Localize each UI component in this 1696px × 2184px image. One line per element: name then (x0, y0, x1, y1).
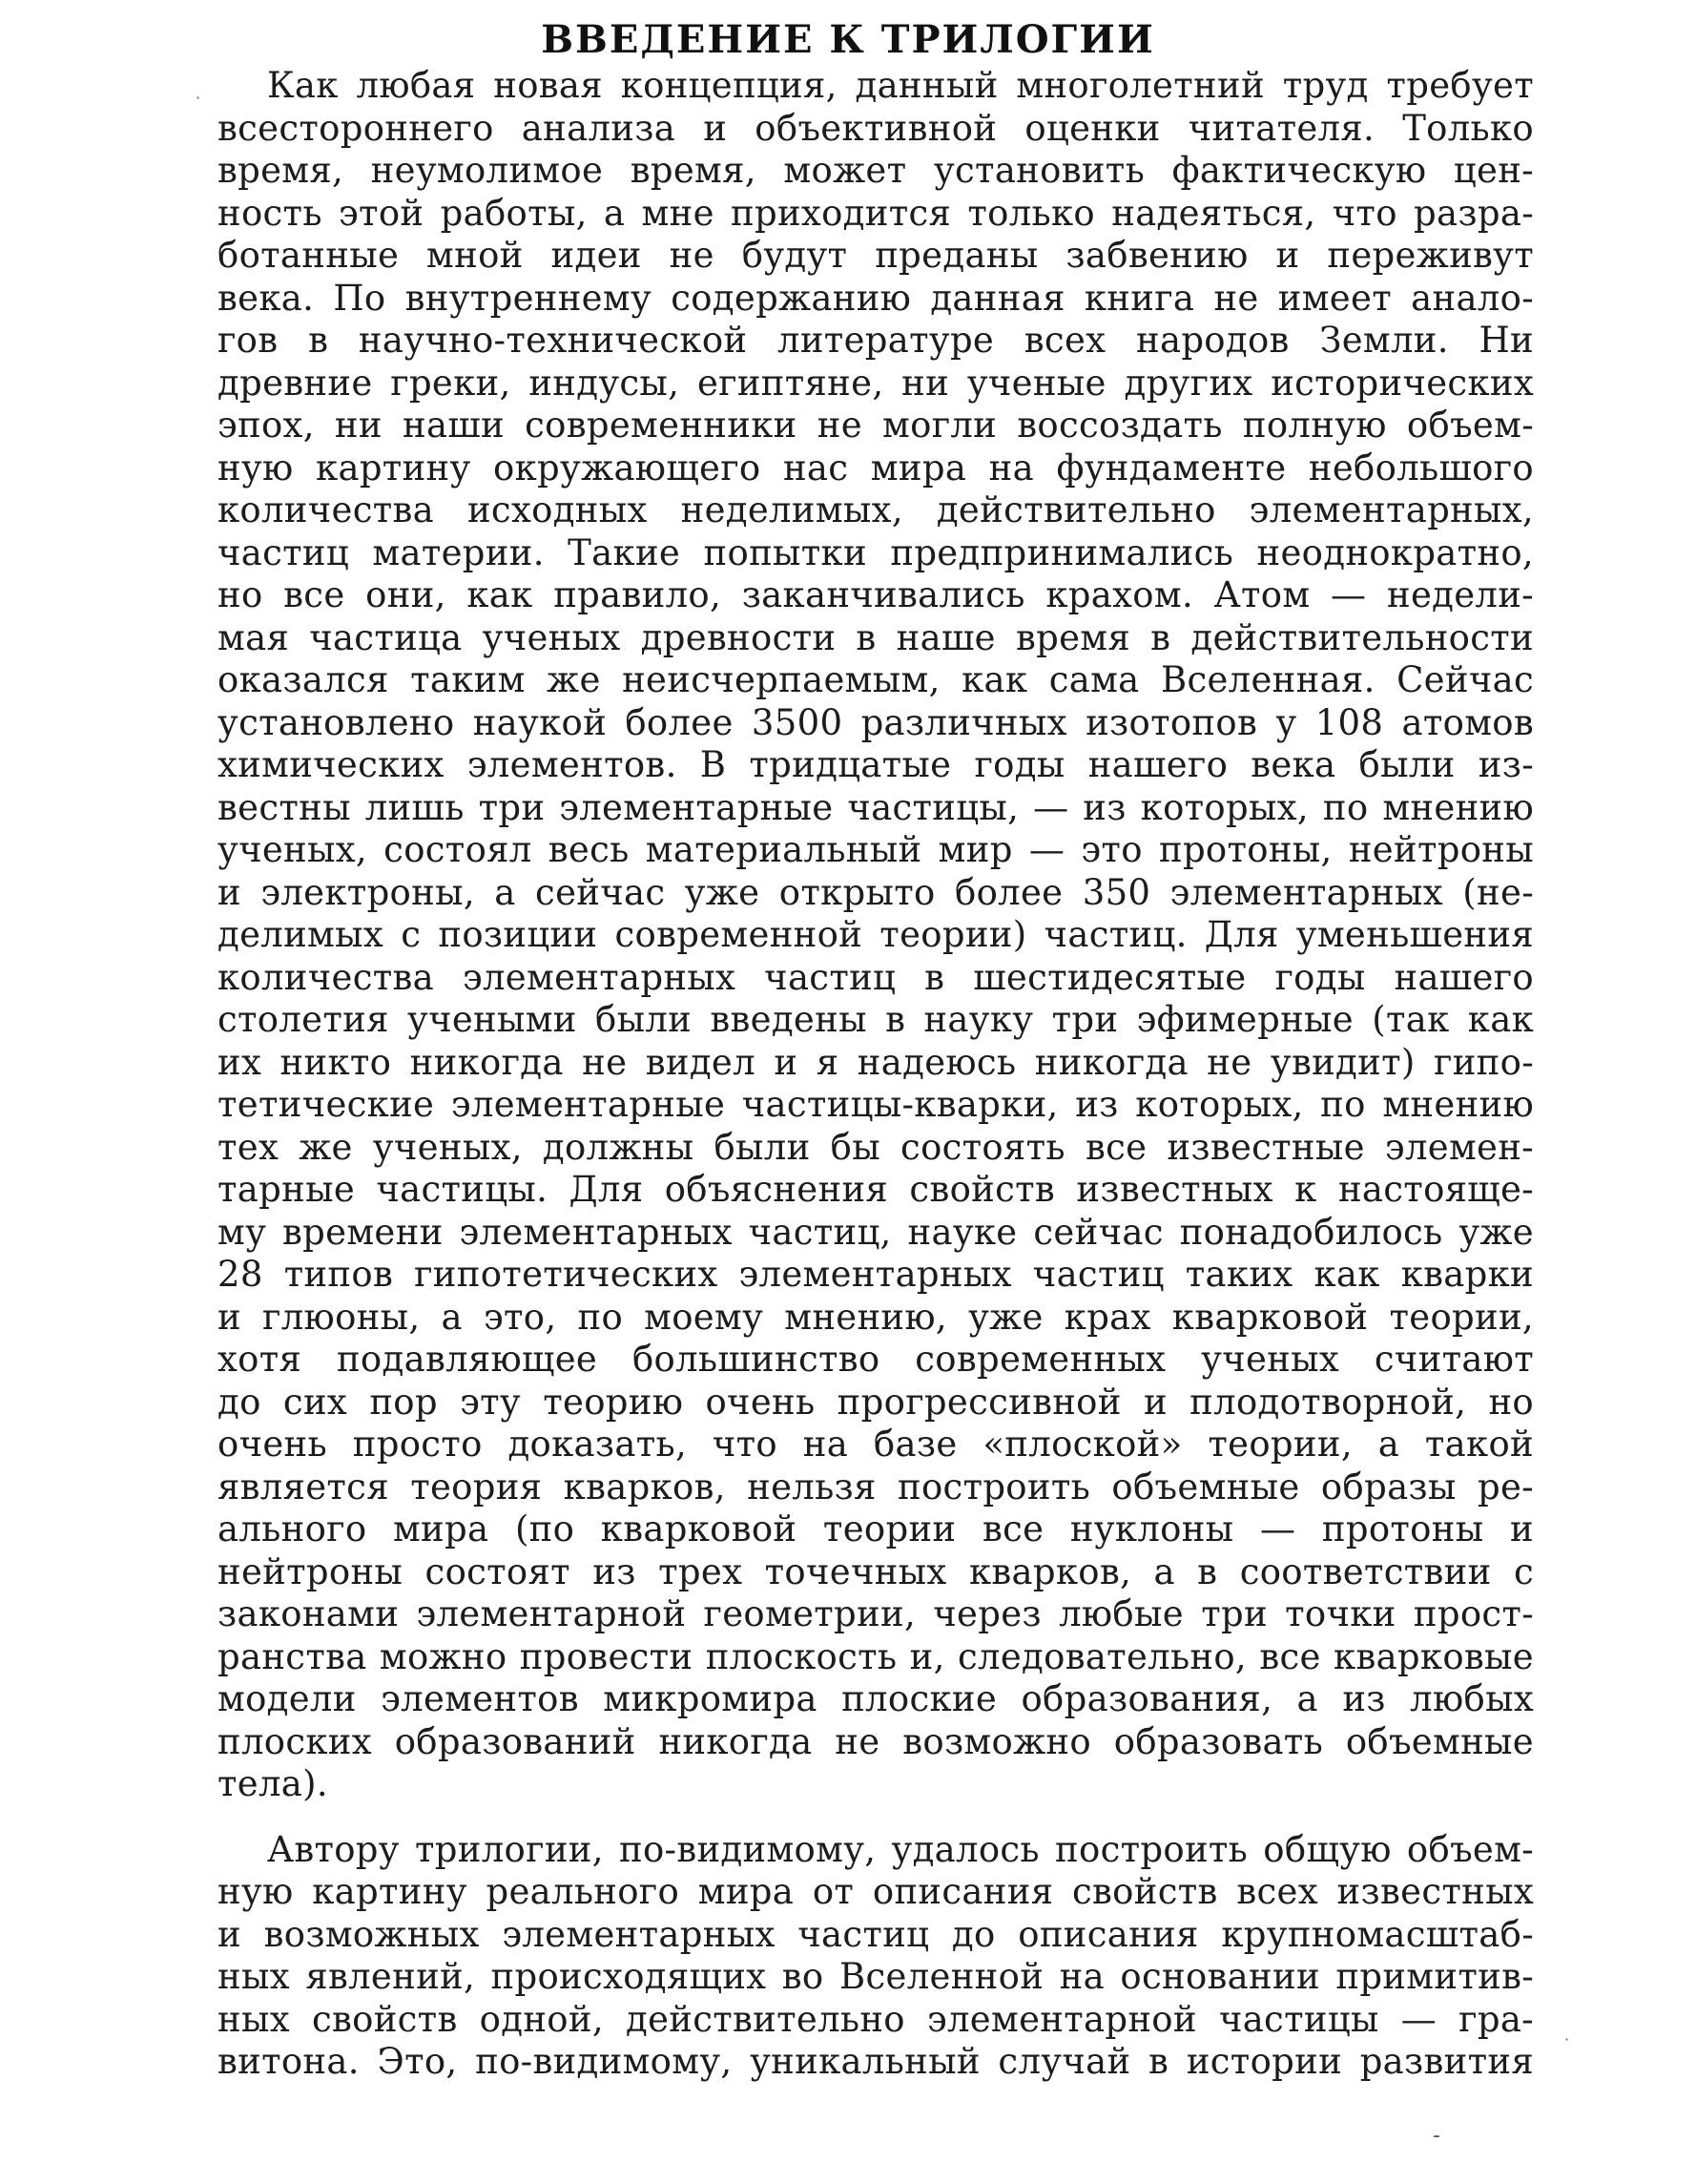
text-line: ную картину окружающего нас мира на фундаменте небольшого (217, 447, 1534, 489)
scan-speck: · (196, 89, 201, 107)
text-line: ального мира (по кварковой теории все нуклоны — протоны и (217, 1508, 1534, 1550)
scan-speck: · (1564, 2030, 1570, 2049)
text-line: ную картину реального мира от описания свойств всех известных (217, 1871, 1534, 1912)
text-line: тех же ученых, должны были бы состоять все известные элемен- (217, 1126, 1534, 1168)
text-line: тела). (217, 1763, 328, 1804)
text-line: их никто никогда не видел и я надеюсь никогда не увидит) гипо- (217, 1041, 1534, 1083)
text-line: до сих пор эту теорию очень прогрессивной и плодотворной, но (217, 1381, 1534, 1423)
paragraph-gap (217, 1806, 1534, 1829)
text-line: но все они, как правило, заканчивались крахом. Атом — недели- (217, 574, 1534, 615)
text-line: му времени элементарных частиц, науке сейчас понадобилось уже (217, 1211, 1534, 1253)
text-line: тетические элементарные частицы-кварки, из которых, по мнению (217, 1084, 1534, 1125)
text-line: древние греки, индусы, египтяне, ни ученые других исторических (217, 362, 1534, 404)
text-line: ных явлений, происходящих во Вселенной на основании примитив- (217, 1956, 1534, 1997)
text-line: химических элементов. В тридцатые годы нашего века были из- (217, 744, 1534, 785)
text-line: вестны лишь три элементарные частицы, — из которых, по мнению (217, 786, 1534, 828)
text-line: гов в научно-технической литературе всех народов Земли. Ни (217, 320, 1534, 361)
text-line: ученых, состоял весь материальный мир — это протоны, нейтроны (217, 829, 1534, 870)
text-line: эпох, ни наши современники не могли воссоздать полную объем- (217, 405, 1534, 446)
text-line: хотя подавляющее большинство современных ученых считают (217, 1339, 1534, 1380)
text-line: оказался таким же неисчерпаемым, как сама Вселенная. Сейчас (217, 659, 1534, 700)
text-line: очень просто доказать, что на базе «плоской» теории, а такой (217, 1424, 1534, 1465)
text-line: и глюоны, а это, по моему мнению, уже крах кварковой теории, (217, 1296, 1534, 1338)
text-line: столетия учеными были введены в науку три эфимерные (так как (217, 999, 1534, 1040)
text-line: века. По внутреннему содержанию данная книга не имеет анало- (217, 277, 1534, 319)
text-line: ранства можно провести плоскость и, следовательно, все кварковые (217, 1635, 1534, 1677)
text-line: всестороннего анализа и объективной оценки читателя. Только (217, 107, 1534, 149)
text-line: установлено наукой более 3500 различных изотопов у 108 атомов (217, 701, 1534, 743)
text-line: ных свойств одной, действительно элементарной частицы — гра- (217, 1998, 1534, 2040)
text-line: 28 типов гипотетических элементарных частиц таких как кварки (217, 1254, 1534, 1295)
body-text (217, 65, 1534, 2084)
scan-speck: - (1433, 2124, 1440, 2148)
text-line: ность этой работы, а мне приходится только надеяться, что разра- (217, 192, 1534, 234)
text-line: делимых с позиции современной теории) частиц. Для уменьшения (217, 914, 1534, 955)
text-line: плоских образований никогда не возможно образовать объемные (217, 1720, 1534, 1762)
page-title: ВВЕДЕНИЕ К ТРИЛОГИИ (541, 17, 1155, 62)
text-line: ботанные мной идеи не будут преданы забвению и переживут (217, 235, 1534, 276)
text-line: время, неумолимое время, может установить фактическую цен- (217, 150, 1534, 191)
text-line: Автору трилогии, по-видимому, удалось построить общую объем- (267, 1828, 1534, 1870)
text-line: модели элементов микромира плоские образования, а из любых (217, 1678, 1534, 1719)
text-line: количества исходных неделимых, действительно элементарных, (217, 489, 1534, 530)
text-line: является теория кварков, нельзя построить объемные образы ре- (217, 1466, 1534, 1508)
text-line: частиц материи. Такие попытки предпринимались неоднократно, (217, 531, 1534, 573)
paragraph-2 (217, 1829, 1534, 2084)
text-line: и электроны, а сейчас уже открыто более 350 элементарных (не- (217, 871, 1534, 913)
text-line: и возможных элементарных частиц до описания крупномасштаб- (217, 1913, 1534, 1955)
text-line: тарные частицы. Для объяснения свойств известных к настояще- (217, 1169, 1534, 1210)
paragraph-1 (217, 65, 1534, 1806)
text-line: витона. Это, по-видимому, уникальный случай в истории развития (217, 2041, 1534, 2082)
text-line: мая частица ученых древности в наше время в действительности (217, 616, 1534, 658)
text-line: нейтроны состоят из трех точечных кварков, а в соответствии с (217, 1550, 1534, 1592)
text-line: Как любая новая концепция, данный многолетний труд требует (267, 65, 1534, 106)
text-line: количества элементарных частиц в шестидесятые годы нашего (217, 956, 1534, 998)
text-line: законами элементарной геометрии, через любые три точки прост- (217, 1593, 1534, 1634)
